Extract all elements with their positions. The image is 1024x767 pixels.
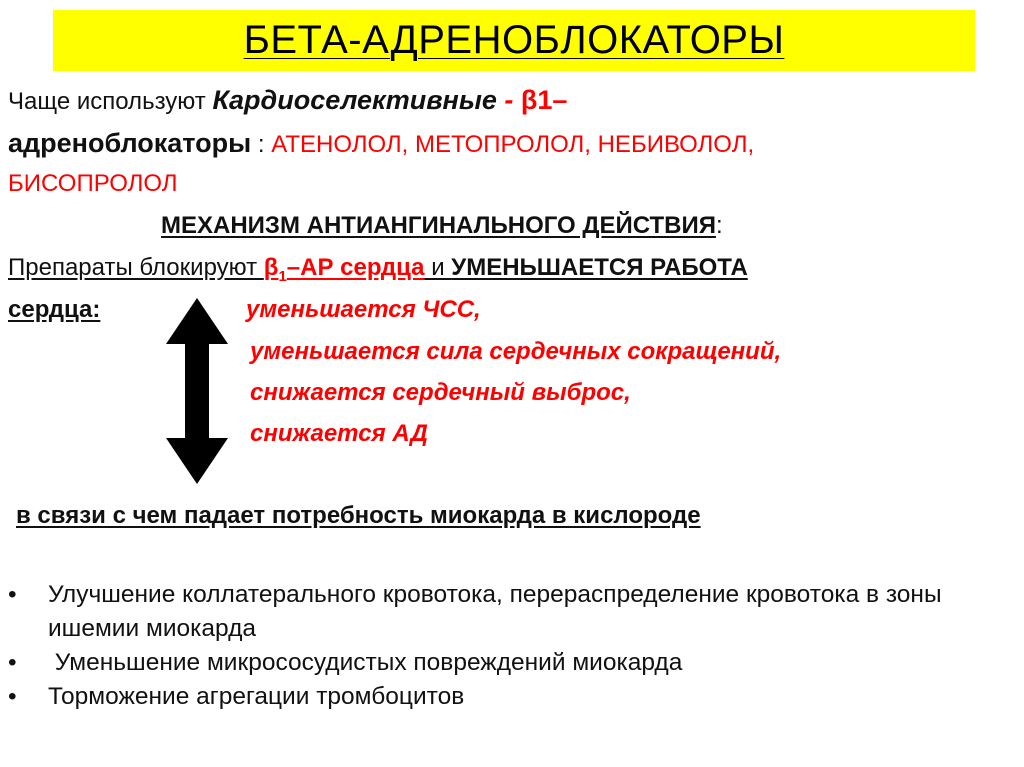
mechanism-line xyxy=(8,254,748,285)
drug-list-2: БИСОПРОЛОЛ xyxy=(8,170,178,197)
class-dash: - xyxy=(496,85,521,115)
bullet-text: Улучшение коллатерального кровотока, перераспределение кровотока в зоны ишемии миокарда xyxy=(48,581,942,642)
reduces-work-text: УМЕНЬШАЕТСЯ РАБОТА xyxy=(451,254,748,281)
class-name: Кардиоселективные xyxy=(212,85,497,115)
title-banner xyxy=(53,10,975,71)
intro-line-1 xyxy=(8,85,567,116)
intro-line-2 xyxy=(8,128,754,159)
beta-receptor: $\beta_1-АР$ сердца xyxy=(263,254,425,285)
drugs-block-text: Препараты блокируют xyxy=(8,254,264,281)
bullet-item xyxy=(8,578,1008,646)
mechanism-heading-text: МЕХАНИЗМ АНТИАНГИНАЛЬНОГО ДЕЙСТВИЯ xyxy=(161,212,716,239)
drug-list-1: АТЕНОЛОЛ, МЕТОПРОЛОЛ, НЕБИВОЛОЛ, xyxy=(271,131,755,158)
bullet-item xyxy=(8,680,1008,714)
bullet-text: Уменьшение микрососудистых повреждений миокарда xyxy=(48,649,683,676)
and-text: и xyxy=(424,254,452,281)
mechanism-heading xyxy=(161,212,723,240)
effect-item: снижается АД xyxy=(250,420,428,447)
mechanism-heading-colon: : xyxy=(715,212,723,239)
consequence-text: в связи с чем падает потребность миокарда в кислороде xyxy=(16,502,701,529)
bullet-marker: • xyxy=(8,683,17,710)
intro-colon: : xyxy=(251,131,272,158)
bullet-list xyxy=(8,578,1008,714)
effect-item: уменьшается ЧСС, xyxy=(246,296,481,323)
bullet-text: Торможение агрегации тромбоцитов xyxy=(48,683,465,710)
bullet-marker: • xyxy=(8,649,17,676)
effect-item: уменьшается сила сердечных сокращений, xyxy=(250,338,782,365)
double-headed-arrow-icon xyxy=(166,298,228,484)
slide-title: БЕТА-АДРЕНОБЛОКАТОРЫ xyxy=(243,18,785,62)
heart-label: сердца: xyxy=(8,296,101,323)
bullet-item xyxy=(8,646,1008,680)
intro-prefix: Чаще используют xyxy=(8,88,213,115)
class-name-2: адреноблокаторы xyxy=(8,128,252,158)
beta-1-label: β1– xyxy=(520,85,568,115)
bullet-marker: • xyxy=(8,581,17,608)
effect-item: снижается сердечный выброс, xyxy=(250,379,631,406)
